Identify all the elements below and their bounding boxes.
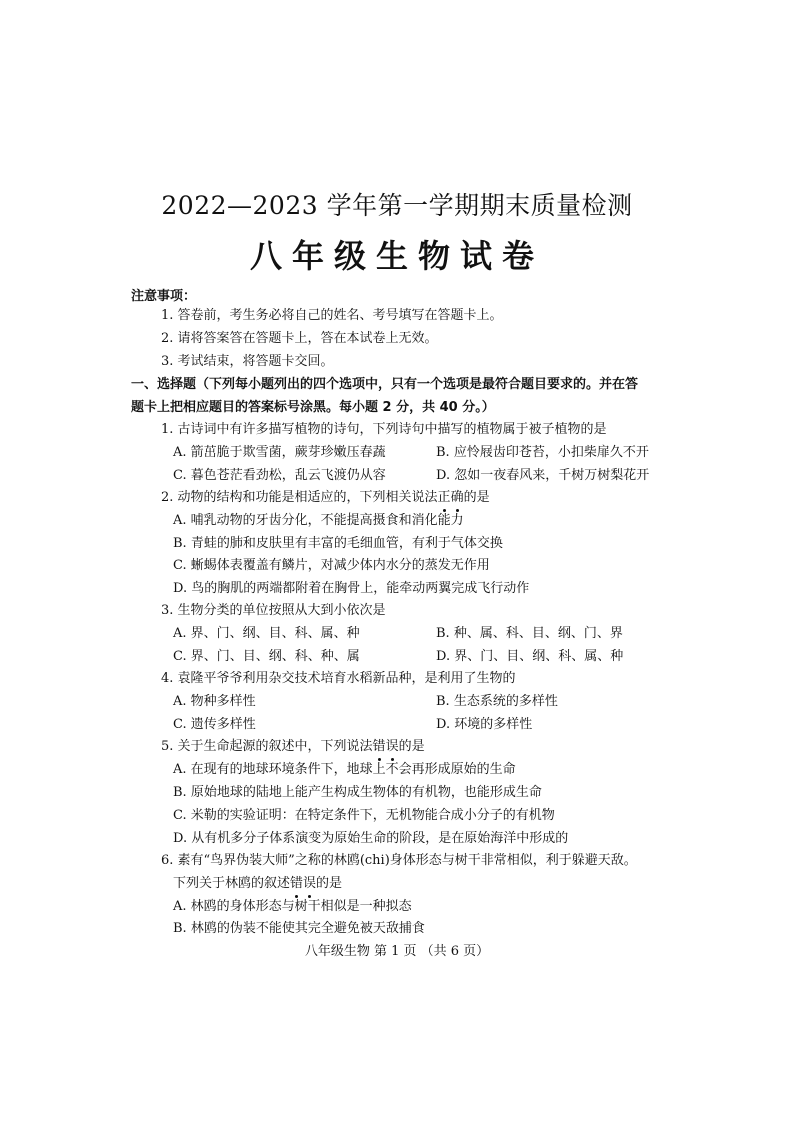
option-b: B. 种、属、科、目、纲、门、界 bbox=[436, 626, 623, 641]
emphasis-char: 正 bbox=[438, 488, 451, 508]
option-c: C. 蜥蜴体表覆盖有鳞片，对减少体内水分的蒸发无作用 bbox=[173, 558, 490, 573]
option-c: C. 米勒的实验证明：在特定条件下，无机物能合成小分子的有机物 bbox=[173, 808, 555, 823]
stem-text: 的是 bbox=[398, 739, 425, 754]
section-heading-cont: 题卡上把相应题目的答案标号涂黑。每小题 2 分，共 40 分。） bbox=[131, 400, 495, 415]
emphasis-char: 误 bbox=[303, 874, 316, 894]
emphasis-char: 确 bbox=[451, 488, 464, 508]
stem-text: 5. 关于生命起源的叙述中，下列说法 bbox=[161, 739, 373, 754]
question-stem: 6. 素有“鸟界伪装大师”之称的林鸥(chi)身体形态与树干非常相似，利于躲避天敌。 bbox=[161, 853, 637, 868]
option-a: A. 界、门、纲、目、科、属、种 bbox=[173, 626, 360, 641]
question-stem: 4. 袁隆平爷爷利用杂交技术培育水稻新品种，是利用了生物的 bbox=[161, 671, 516, 686]
question-stem: 1. 古诗词中有许多描写植物的诗句，下列诗句中描写的植物属于被子植物的是 bbox=[161, 422, 607, 437]
option-d: D. 忽如一夜春风来，千树万树梨花开 bbox=[436, 468, 650, 483]
question-stem bbox=[161, 488, 490, 508]
notice-item: 1. 答卷前，考生务必将自己的姓名、考号填写在答题卡上。 bbox=[161, 308, 503, 323]
option-a: A. 物种多样性 bbox=[173, 694, 256, 709]
stem-text: 的是 bbox=[463, 490, 490, 505]
question-stem: 3. 生物分类的单位按照从大到小依次是 bbox=[161, 603, 386, 618]
emphasis-char: 错 bbox=[373, 737, 386, 757]
option-c: C. 遗传多样性 bbox=[173, 717, 256, 732]
exam-subtitle: 八年级生物试卷 bbox=[249, 237, 544, 275]
question-stem bbox=[161, 737, 425, 757]
section-heading: 一、选择题（下列每小题列出的四个选项中，只有一个选项是最符合题目要求的。并在答 bbox=[131, 377, 639, 392]
option-d: D. 鸟的胸肌的两端都附着在胸骨上，能牵动两翼完成飞行动作 bbox=[173, 581, 530, 596]
option-a: A. 箭茁脆于欺雪菌，蕨芽珍嫩压春蔬 bbox=[173, 445, 386, 460]
stem-text: 的是 bbox=[316, 876, 343, 891]
option-b: B. 原始地球的陆地上能产生构成生物体的有机物，也能形成生命 bbox=[173, 785, 542, 800]
option-b: B. 林鸥的伪装不能使其完全避免被天敌捕食 bbox=[173, 921, 425, 936]
option-d: D. 界、门、目、纲、科、属、种 bbox=[436, 649, 624, 664]
option-d: D. 从有机多分子体系演变为原始生命的阶段，是在原始海洋中形成的 bbox=[173, 831, 569, 846]
exam-title: 2022—2023 学年第一学期期末质量检测 bbox=[161, 191, 633, 220]
option-c: C. 暮色苍茫看劲松，乱云飞渡仍从容 bbox=[173, 468, 386, 483]
option-b: B. 生态系统的多样性 bbox=[436, 694, 558, 709]
stem-text: 下列关于林鸥的叙述 bbox=[173, 876, 291, 891]
option-d: D. 环境的多样性 bbox=[436, 717, 533, 732]
option-a: A. 哺乳动物的牙齿分化，不能提高摄食和消化能力 bbox=[173, 513, 464, 528]
emphasis-char: 错 bbox=[290, 874, 303, 894]
option-b: B. 应怜屐齿印苍苔，小扣柴扉久不开 bbox=[436, 445, 649, 460]
notice-item: 2. 请将答案答在答题卡上，答在本试卷上无效。 bbox=[161, 331, 438, 346]
emphasis-char: 误 bbox=[386, 737, 399, 757]
notice-heading: 注意事项： bbox=[131, 289, 197, 304]
option-a: A. 在现有的地球环境条件下，地球上不会再形成原始的生命 bbox=[173, 762, 516, 777]
page-footer: 八年级生物 第 1 页 （共 6 页） bbox=[304, 944, 490, 959]
stem-text: 2. 动物的结构和功能是相适应的，下列相关说法 bbox=[161, 490, 438, 505]
question-stem-cont bbox=[173, 874, 342, 894]
option-c: C. 界、门、目、纲、科、种、属 bbox=[173, 649, 360, 664]
option-b: B. 青蛙的肺和皮肤里有丰富的毛细血管，有利于气体交换 bbox=[173, 536, 503, 551]
option-a: A. 林鸥的身体形态与树干相似是一种拟态 bbox=[173, 899, 412, 914]
notice-item: 3. 考试结束，将答题卡交回。 bbox=[161, 354, 334, 369]
